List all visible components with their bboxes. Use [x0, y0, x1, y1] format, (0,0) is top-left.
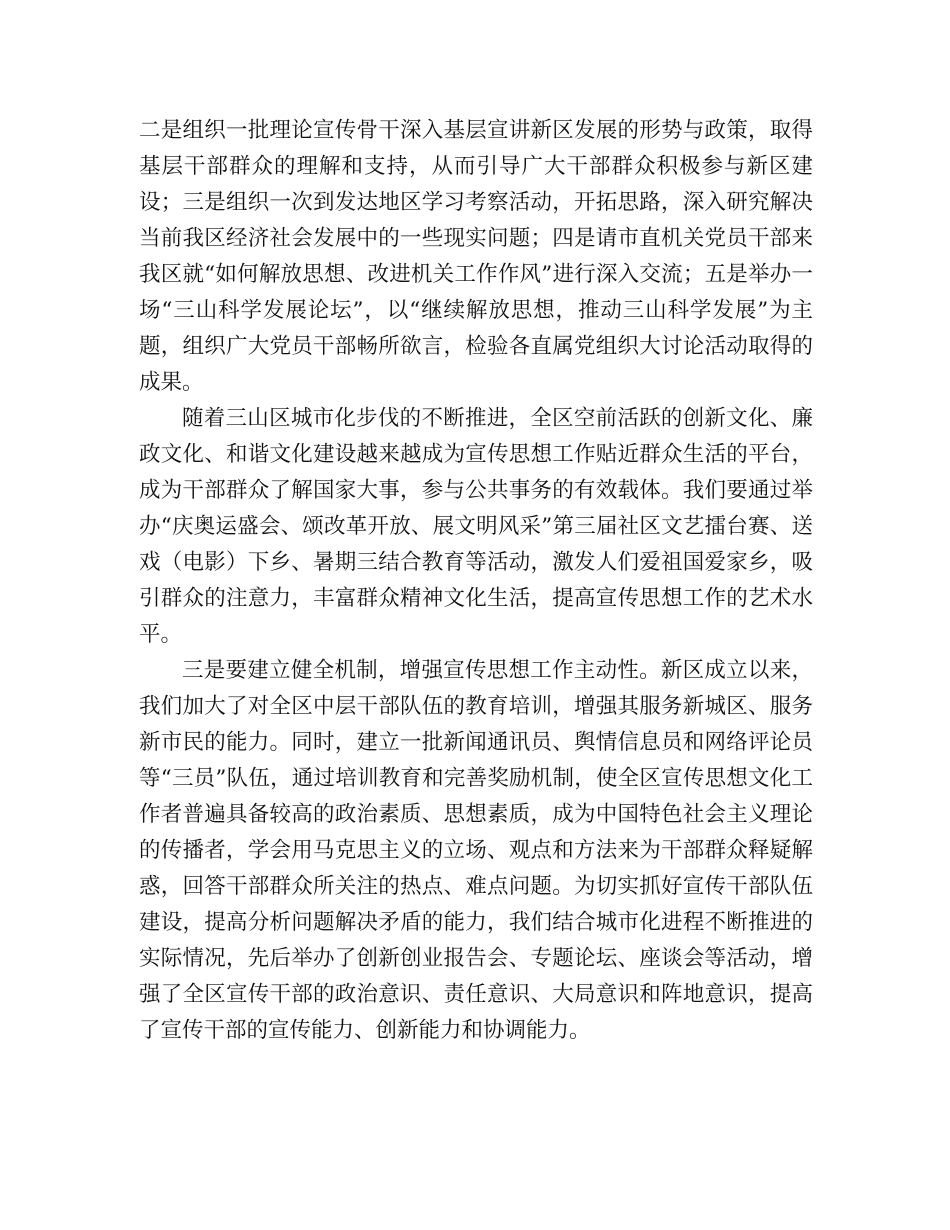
paragraph-mechanism: 三是要建立健全机制，增强宣传思想工作主动性。新区成立以来，我们加大了对全区中层干部队伍的教育培训，增强其服务新城区、服务新市民的能力。同时，建立一批新闻通讯员、舆情信息员和网络评论员等“三员”队伍，通过培训教育和完善奖励机制，使全区宣传思想文化工作者普遍具备较高的政治素质、思想素质，成为中国特色社会主义理论的传播者，学会用马克思主义的立场、观点和方法来为干部群众释疑解惑，回答干部群众所关注的热点、难点问题。为切实抓好宣传干部队伍建设，提高分析问题解决矛盾的能力，我们结合城市化进程不断推进的实际情况，先后举办了创新创业报告会、专题论坛、座谈会等活动，增强了全区宣传干部的政治意识、责任意识、大局意识和阵地意识，提高了宣传干部的宣传能力、创新能力和协调能力。 [139, 658, 813, 1043]
paragraph-continuation: 二是组织一批理论宣传骨干深入基层宣讲新区发展的形势与政策，取得基层干部群众的理解和支持，从而引导广大干部群众积极参与新区建设；三是组织一次到发达地区学习考察活动，开拓思路，深入研究解决当前我区经济社会发展中的一些现实问题；四是请市直机关党员干部来我区就“如何解放思想、改进机关工作作风”进行深入交流；五是举办一场“三山科学发展论坛”，以“继续解放思想，推动三山科学发展”为主题，组织广大党员干部畅所欲言，检验各直属党组织大讨论活动取得的成果。 [139, 118, 814, 395]
document-body [139, 113, 813, 1049]
paragraph-urbanization-culture: 随着三山区城市化步伐的不断推进，全区空前活跃的创新文化、廉政文化、和谐文化建设越来越成为宣传思想工作贴近群众生活的平台，成为干部群众了解国家大事，参与公共事务的有效载体。我们要通过举办“庆奥运盛会、颂改革开放、展文明风采”第三届社区文艺擂台赛、送戏（电影）下乡、暑期三结合教育等活动，激发人们爱祖国爱家乡，吸引群众的注意力，丰富群众精神文化生活，提高宣传思想工作的艺术水平。 [139, 406, 813, 647]
